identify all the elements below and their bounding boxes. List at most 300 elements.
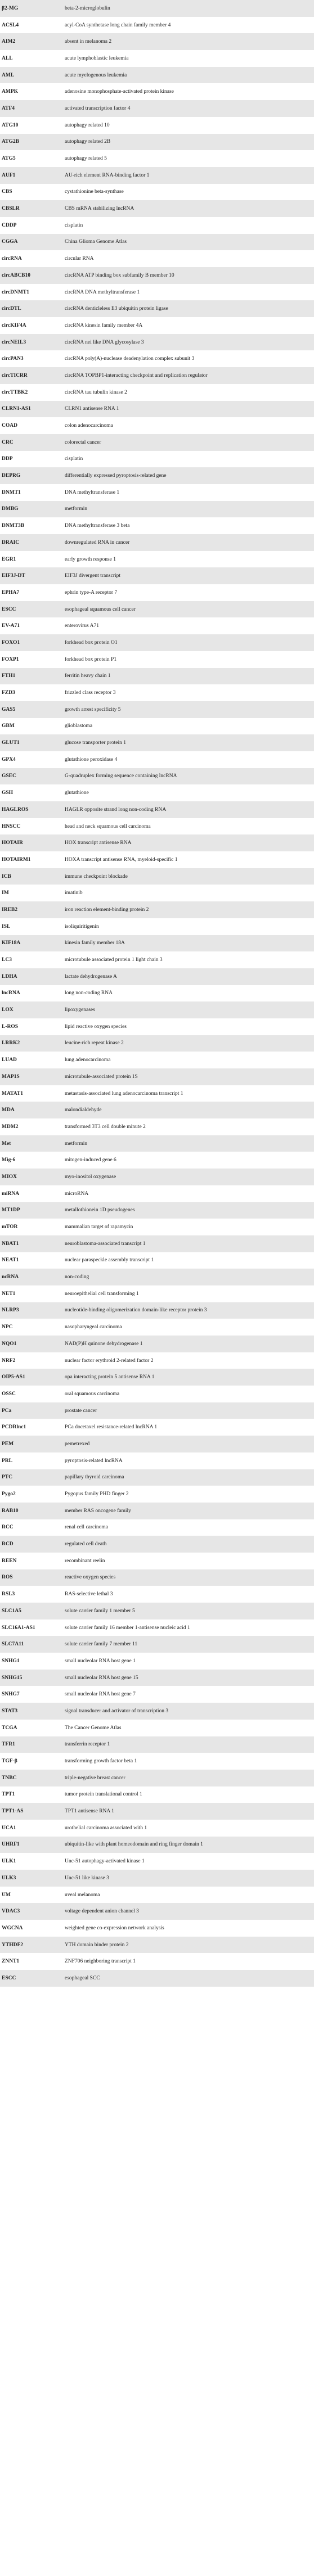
abbreviation-term: circDNMT1 — [0, 284, 63, 301]
table-row — [0, 501, 314, 518]
table-row — [0, 1603, 314, 1619]
table-row — [0, 234, 314, 251]
table-row — [0, 217, 314, 234]
abbreviation-term: circTICRR — [0, 367, 63, 384]
abbreviation-term: ACSL4 — [0, 17, 63, 34]
table-row — [0, 885, 314, 901]
abbreviation-term: CLRN1-AS1 — [0, 401, 63, 418]
table-row — [0, 1052, 314, 1068]
table-row — [0, 117, 314, 134]
abbreviation-definition: weighted gene co-expression network analysis — [63, 1920, 314, 1937]
abbreviation-term: ULK3 — [0, 1870, 63, 1887]
abbreviation-term: ATF4 — [0, 100, 63, 117]
table-row — [0, 200, 314, 217]
abbreviation-term: GPX4 — [0, 751, 63, 768]
abbreviation-term: SNHG7 — [0, 1686, 63, 1703]
abbreviation-term: LDHA — [0, 968, 63, 985]
abbreviation-term: VDAC3 — [0, 1903, 63, 1920]
table-row — [0, 134, 314, 151]
abbreviation-definition: circRNA DNA methyltransferase 1 — [63, 284, 314, 301]
abbreviation-term: ESCC — [0, 1970, 63, 1987]
abbreviation-definition: HAGLR opposite strand long non-coding RNA — [63, 801, 314, 818]
abbreviation-definition: imatinib — [63, 885, 314, 901]
abbreviation-definition: differentially expressed pyroptosis-related gene — [63, 467, 314, 484]
abbreviation-term: ISL — [0, 918, 63, 935]
abbreviation-term: GSH — [0, 784, 63, 801]
abbreviation-definition: cystathionine beta-synthase — [63, 184, 314, 201]
abbreviation-term: AIM2 — [0, 33, 63, 50]
abbreviation-definition: neuroblastoma-associated transcript 1 — [63, 1235, 314, 1252]
abbreviation-definition: beta-2-microglobulin — [63, 0, 314, 17]
abbreviation-definition: CBS mRNA stabilizing lncRNA — [63, 200, 314, 217]
abbreviation-term: ALL — [0, 50, 63, 67]
abbreviation-term: TNBC — [0, 1770, 63, 1786]
abbreviation-term: lncRNA — [0, 985, 63, 1002]
table-row — [0, 1452, 314, 1469]
abbreviation-definition: enterovirus A71 — [63, 617, 314, 634]
abbreviation-term: RSL3 — [0, 1586, 63, 1603]
abbreviation-definition: iron reaction element-binding protein 2 — [63, 901, 314, 918]
abbreviation-definition: lipoxygenases — [63, 1001, 314, 1018]
table-row — [0, 1586, 314, 1603]
abbreviation-term: PTC — [0, 1469, 63, 1486]
abbreviation-term: HOTAIR — [0, 834, 63, 851]
abbreviation-term: YTHDF2 — [0, 1937, 63, 1954]
table-row — [0, 968, 314, 985]
abbreviation-term: ICB — [0, 868, 63, 885]
abbreviation-term: EIF3J-DT — [0, 567, 63, 584]
table-row — [0, 1519, 314, 1536]
abbreviation-definition: colorectal cancer — [63, 434, 314, 451]
abbreviation-term: SLC16A1-AS1 — [0, 1619, 63, 1636]
abbreviation-definition: glutathione — [63, 784, 314, 801]
table-row — [0, 951, 314, 968]
table-row — [0, 751, 314, 768]
abbreviation-term: GLUT1 — [0, 734, 63, 751]
abbreviation-definition: esophageal SCC — [63, 1970, 314, 1987]
abbreviation-term: NPC — [0, 1319, 63, 1336]
abbreviation-term: IREB2 — [0, 901, 63, 918]
abbreviation-term: SLC7A11 — [0, 1636, 63, 1653]
abbreviation-definition: opa interacting protein 5 antisense RNA 1 — [63, 1369, 314, 1386]
table-row — [0, 1670, 314, 1686]
abbreviation-definition: transforming growth factor beta 1 — [63, 1753, 314, 1770]
table-row — [0, 1068, 314, 1085]
abbreviation-term: CBSLR — [0, 200, 63, 217]
table-row — [0, 267, 314, 284]
abbreviation-term: FOXO1 — [0, 634, 63, 651]
table-row — [0, 718, 314, 735]
abbreviation-definition: oral squamous carcinoma — [63, 1386, 314, 1402]
table-row — [0, 250, 314, 267]
abbreviation-definition: neuroepithelial cell transforming 1 — [63, 1285, 314, 1302]
abbreviation-term: TGF-β — [0, 1753, 63, 1770]
abbreviation-term: NBAT1 — [0, 1235, 63, 1252]
abbreviation-definition: nucleotide-binding oligomerization domain-like receptor protein 3 — [63, 1302, 314, 1319]
table-row — [0, 851, 314, 868]
table-row — [0, 1085, 314, 1102]
abbreviation-definition: uveal melanoma — [63, 1887, 314, 1903]
abbreviation-term: CDDP — [0, 217, 63, 234]
abbreviation-definition: solute carrier family 7 member 11 — [63, 1636, 314, 1653]
abbreviation-term: SNHG15 — [0, 1670, 63, 1686]
abbreviation-definition: tumor protein translational control 1 — [63, 1786, 314, 1803]
abbreviation-definition: glucose transporter protein 1 — [63, 734, 314, 751]
table-row — [0, 634, 314, 651]
abbreviation-definition: growth arrest specificity 5 — [63, 701, 314, 718]
table-row — [0, 150, 314, 167]
table-row — [0, 601, 314, 618]
abbreviation-term: DDP — [0, 451, 63, 468]
table-row — [0, 935, 314, 952]
table-row — [0, 1887, 314, 1903]
abbreviation-definition: YTH domain binder protein 2 — [63, 1937, 314, 1954]
abbreviation-term: RCC — [0, 1519, 63, 1536]
abbreviation-term: LUAD — [0, 1052, 63, 1068]
table-row — [0, 1619, 314, 1636]
abbreviation-definition: DNA methyltransferase 3 beta — [63, 517, 314, 534]
abbreviation-term: ESCC — [0, 601, 63, 618]
abbreviation-term: ATG2B — [0, 134, 63, 151]
abbreviation-term: MDA — [0, 1102, 63, 1118]
abbreviation-definition: microtubule associated protein 1 light chain 3 — [63, 951, 314, 968]
table-row — [0, 834, 314, 851]
abbreviation-term: LRRK2 — [0, 1035, 63, 1052]
abbreviation-term: GAS5 — [0, 701, 63, 718]
abbreviation-definition: acute lymphoblastic leukemia — [63, 50, 314, 67]
abbreviation-definition: cisplatin — [63, 217, 314, 234]
abbreviation-term: PRL — [0, 1452, 63, 1469]
table-row — [0, 434, 314, 451]
abbreviation-definition: acute myelogenous leukemia — [63, 67, 314, 84]
abbreviation-definition: pemetrexed — [63, 1436, 314, 1452]
abbreviation-definition: activated transcription factor 4 — [63, 100, 314, 117]
table-row — [0, 334, 314, 351]
abbreviation-term: Met — [0, 1135, 63, 1152]
abbreviation-term: RCD — [0, 1536, 63, 1553]
abbreviation-definition: adenosine monophosphate-activated protein kinase — [63, 83, 314, 100]
abbreviation-definition: acyl-CoA synthetase long chain family member 4 — [63, 17, 314, 34]
abbreviation-term: LC3 — [0, 951, 63, 968]
abbreviation-definition: downregulated RNA in cancer — [63, 534, 314, 551]
abbreviation-definition: NAD(P)H quinone dehydrogenase 1 — [63, 1336, 314, 1352]
abbreviation-definition: ephrin type-A receptor 7 — [63, 584, 314, 601]
abbreviation-term: NQO1 — [0, 1336, 63, 1352]
abbreviation-definition: circRNA ATP binding box subfamily B member 10 — [63, 267, 314, 284]
abbreviation-term: Pygo2 — [0, 1486, 63, 1503]
abbreviation-definition: autophagy related 10 — [63, 117, 314, 134]
abbreviation-term: circABCB10 — [0, 267, 63, 284]
table-row — [0, 1469, 314, 1486]
abbreviation-definition: metformin — [63, 501, 314, 518]
table-row — [0, 317, 314, 334]
abbreviation-definition: member RAS oncogene family — [63, 1503, 314, 1519]
table-row — [0, 1486, 314, 1503]
abbreviation-term: ROS — [0, 1569, 63, 1586]
table-row — [0, 350, 314, 367]
abbreviation-definition: PCa docetaxel resistance-related lncRNA 1 — [63, 1419, 314, 1436]
table-row — [0, 17, 314, 34]
table-row — [0, 1235, 314, 1252]
abbreviation-definition: pyroptosis-related lncRNA — [63, 1452, 314, 1469]
abbreviation-term: HNSCC — [0, 818, 63, 835]
abbreviation-definition: myo-inositol oxygenase — [63, 1169, 314, 1185]
abbreviation-definition: regulated cell death — [63, 1536, 314, 1553]
table-row — [0, 1102, 314, 1118]
abbreviation-definition: non-coding — [63, 1269, 314, 1285]
abbreviation-definition: microRNA — [63, 1185, 314, 1202]
table-row — [0, 1185, 314, 1202]
abbreviation-term: PCDRlnc1 — [0, 1419, 63, 1436]
table-row — [0, 1686, 314, 1703]
table-row — [0, 417, 314, 434]
abbreviation-definition: nuclear paraspeckle assembly transcript 1 — [63, 1252, 314, 1269]
table-row — [0, 1436, 314, 1452]
abbreviation-term: circNEIL3 — [0, 334, 63, 351]
abbreviation-definition: prostate cancer — [63, 1402, 314, 1419]
abbreviation-definition: isoliquiritigenin — [63, 918, 314, 935]
abbreviation-term: KIF18A — [0, 935, 63, 952]
abbreviation-definition: transferrin receptor 1 — [63, 1736, 314, 1753]
abbreviation-term: L-ROS — [0, 1018, 63, 1035]
table-row — [0, 1152, 314, 1169]
table-row — [0, 801, 314, 818]
abbreviation-definition: DNA methyltransferase 1 — [63, 484, 314, 501]
table-row — [0, 768, 314, 785]
table-row — [0, 1820, 314, 1837]
abbreviation-definition: autophagy related 5 — [63, 150, 314, 167]
abbreviation-term: circKIF4A — [0, 317, 63, 334]
abbreviation-term: AUF1 — [0, 167, 63, 184]
abbreviation-definition: mammalian target of rapamycin — [63, 1219, 314, 1235]
table-row — [0, 868, 314, 885]
table-row — [0, 1770, 314, 1786]
table-row — [0, 1336, 314, 1352]
table-row — [0, 584, 314, 601]
abbreviation-definition: lipid reactive oxygen species — [63, 1018, 314, 1035]
abbreviation-definition: frizzled class receptor 3 — [63, 684, 314, 701]
abbreviation-definition: lactate dehydrogenase A — [63, 968, 314, 985]
abbreviation-definition: nasopharyngeal carcinoma — [63, 1319, 314, 1336]
abbreviation-definition: early growth response 1 — [63, 551, 314, 568]
abbreviation-term: Mig-6 — [0, 1152, 63, 1169]
abbreviation-definition: metastasis-associated lung adenocarcinoma transcript 1 — [63, 1085, 314, 1102]
abbreviation-term: CGGA — [0, 234, 63, 251]
abbreviation-term: circDTL — [0, 300, 63, 317]
abbreviation-definition: glioblastoma — [63, 718, 314, 735]
table-row — [0, 1285, 314, 1302]
table-row — [0, 300, 314, 317]
table-row — [0, 1369, 314, 1386]
abbreviation-term: DNMT1 — [0, 484, 63, 501]
table-row — [0, 1402, 314, 1419]
abbreviation-definition: Unc-51 like kinase 3 — [63, 1870, 314, 1887]
table-row — [0, 1970, 314, 1987]
abbreviation-definition: ZNF706 neighboring transcript 1 — [63, 1953, 314, 1970]
table-row — [0, 67, 314, 84]
table-row — [0, 1118, 314, 1135]
abbreviation-definition: ubiquitin-like with plant homeodomain and ring finger domain 1 — [63, 1837, 314, 1853]
abbreviation-definition: solute carrier family 1 member 5 — [63, 1603, 314, 1619]
abbreviation-term: LOX — [0, 1001, 63, 1018]
abbreviation-definition: forkhead box protein P1 — [63, 651, 314, 668]
table-row — [0, 734, 314, 751]
table-row — [0, 551, 314, 568]
table-row — [0, 1553, 314, 1569]
table-row — [0, 567, 314, 584]
abbreviation-definition: EIF3J divergent transcript — [63, 567, 314, 584]
abbreviation-term: MDM2 — [0, 1118, 63, 1135]
table-row — [0, 1903, 314, 1920]
table-row — [0, 1720, 314, 1736]
abbreviation-term: MIOX — [0, 1169, 63, 1185]
abbreviation-term: HAGLROS — [0, 801, 63, 818]
table-row — [0, 1803, 314, 1820]
abbreviation-term: AML — [0, 67, 63, 84]
abbreviation-definition: papillary thyroid carcinoma — [63, 1469, 314, 1486]
table-row — [0, 1169, 314, 1185]
abbreviation-definition: Unc-51 autophagy-activated kinase 1 — [63, 1853, 314, 1870]
abbreviation-term: SNHG1 — [0, 1653, 63, 1670]
abbreviation-definition: RAS-selective lethal 3 — [63, 1586, 314, 1603]
abbreviation-definition: CLRN1 antisense RNA 1 — [63, 401, 314, 418]
table-row — [0, 1937, 314, 1954]
table-row — [0, 1853, 314, 1870]
abbreviation-definition: lung adenocarcinoma — [63, 1052, 314, 1068]
abbreviation-term: NLRP3 — [0, 1302, 63, 1319]
table-row — [0, 1753, 314, 1770]
abbreviation-term: GBM — [0, 718, 63, 735]
abbreviation-term: WGCNA — [0, 1920, 63, 1937]
abbreviation-term: MT1DP — [0, 1202, 63, 1219]
abbreviation-definition: Pygopus family PHD finger 2 — [63, 1486, 314, 1503]
table-row — [0, 1636, 314, 1653]
abbreviation-term: UCA1 — [0, 1820, 63, 1837]
table-row — [0, 1352, 314, 1369]
abbreviation-definition: metallothionein 1D pseudogenes — [63, 1202, 314, 1219]
abbreviation-term: TFR1 — [0, 1736, 63, 1753]
table-row — [0, 0, 314, 17]
table-row — [0, 1920, 314, 1937]
abbreviation-term: miRNA — [0, 1185, 63, 1202]
abbreviation-definition: circRNA poly(A)-nuclease deadenylation complex subunit 3 — [63, 350, 314, 367]
abbreviation-term: SLC1A5 — [0, 1603, 63, 1619]
table-row — [0, 100, 314, 117]
abbreviation-definition: leucine-rich repeat kinase 2 — [63, 1035, 314, 1052]
abbreviation-term: PEM — [0, 1436, 63, 1452]
table-row — [0, 1536, 314, 1553]
table-row — [0, 50, 314, 67]
table-row — [0, 384, 314, 401]
abbreviation-definition: long non-coding RNA — [63, 985, 314, 1002]
abbreviation-term: DNMT3B — [0, 517, 63, 534]
table-row — [0, 451, 314, 468]
abbreviation-definition: China Glioma Genome Atlas — [63, 234, 314, 251]
table-row — [0, 1870, 314, 1887]
table-row — [0, 1419, 314, 1436]
abbreviation-definition: small nucleolar RNA host gene 1 — [63, 1653, 314, 1670]
abbreviation-definition: absent in melanoma 2 — [63, 33, 314, 50]
table-row — [0, 1269, 314, 1285]
abbreviation-definition: circRNA denticleless E3 ubiquitin protein ligase — [63, 300, 314, 317]
table-row — [0, 1135, 314, 1152]
abbreviation-definition: G-quadruplex forming sequence containing lncRNA — [63, 768, 314, 785]
abbreviation-definition: forkhead box protein O1 — [63, 634, 314, 651]
abbreviation-definition: nuclear factor erythroid 2-related factor 2 — [63, 1352, 314, 1369]
abbreviation-term: ULK1 — [0, 1853, 63, 1870]
table-row — [0, 651, 314, 668]
abbreviation-definition: reactive oxygen species — [63, 1569, 314, 1586]
abbreviation-definition: small nucleolar RNA host gene 7 — [63, 1686, 314, 1703]
abbreviation-definition: circRNA kinesin family member 4A — [63, 317, 314, 334]
table-row — [0, 617, 314, 634]
table-row — [0, 401, 314, 418]
abbreviation-definition: colon adenocarcinoma — [63, 417, 314, 434]
abbreviation-term: HOTAIRM1 — [0, 851, 63, 868]
abbreviation-definition: solute carrier family 16 member 1-antisense nucleic acid 1 — [63, 1619, 314, 1636]
abbreviation-definition: The Cancer Genome Atlas — [63, 1720, 314, 1736]
table-row — [0, 1703, 314, 1720]
table-row — [0, 1569, 314, 1586]
abbreviation-term: CRC — [0, 434, 63, 451]
abbreviation-term: DMBG — [0, 501, 63, 518]
table-row — [0, 784, 314, 801]
abbreviation-term: circTTBK2 — [0, 384, 63, 401]
abbreviation-term: FOXP1 — [0, 651, 63, 668]
abbreviation-definition: ferritin heavy chain 1 — [63, 668, 314, 685]
table-row — [0, 1219, 314, 1235]
abbreviation-definition: microtubule-associated protein 1S — [63, 1068, 314, 1085]
abbreviation-term: ZNNT1 — [0, 1953, 63, 1970]
abbreviation-definition: recombinant reelin — [63, 1553, 314, 1569]
abbreviation-definition: kinesin family member 18A — [63, 935, 314, 952]
table-row — [0, 467, 314, 484]
table-row — [0, 1786, 314, 1803]
abbreviation-definition: circular RNA — [63, 250, 314, 267]
abbreviation-term: EPHA7 — [0, 584, 63, 601]
abbreviation-term: MAP1S — [0, 1068, 63, 1085]
abbreviation-term: REEN — [0, 1553, 63, 1569]
table-row — [0, 1252, 314, 1269]
abbreviation-definition: urothelial carcinoma associated with 1 — [63, 1820, 314, 1837]
abbreviation-definition: circRNA nei like DNA glycosylase 3 — [63, 334, 314, 351]
table-row — [0, 701, 314, 718]
abbreviation-term: ATG10 — [0, 117, 63, 134]
abbreviation-definition: signal transducer and activator of transcription 3 — [63, 1703, 314, 1720]
abbreviation-definition: HOXA transcript antisense RNA, myeloid-specific 1 — [63, 851, 314, 868]
table-row — [0, 1035, 314, 1052]
abbreviation-term: NET1 — [0, 1285, 63, 1302]
abbreviation-definition: malondialdehyde — [63, 1102, 314, 1118]
table-row — [0, 1837, 314, 1853]
table-row — [0, 367, 314, 384]
table-row — [0, 1503, 314, 1519]
table-row — [0, 1653, 314, 1670]
abbreviation-definition: triple-negative breast cancer — [63, 1770, 314, 1786]
table-row — [0, 668, 314, 685]
table-row — [0, 184, 314, 201]
abbreviation-definition: autophagy related 2B — [63, 134, 314, 151]
abbreviation-term: UM — [0, 1887, 63, 1903]
abbreviation-term: TCGA — [0, 1720, 63, 1736]
abbreviation-term: OSSC — [0, 1386, 63, 1402]
table-row — [0, 1302, 314, 1319]
abbreviation-term: CBS — [0, 184, 63, 201]
abbreviation-term: DEPRG — [0, 467, 63, 484]
table-row — [0, 1018, 314, 1035]
abbreviation-term: GSEC — [0, 768, 63, 785]
abbreviation-definition: esophageal squamous cell cancer — [63, 601, 314, 618]
